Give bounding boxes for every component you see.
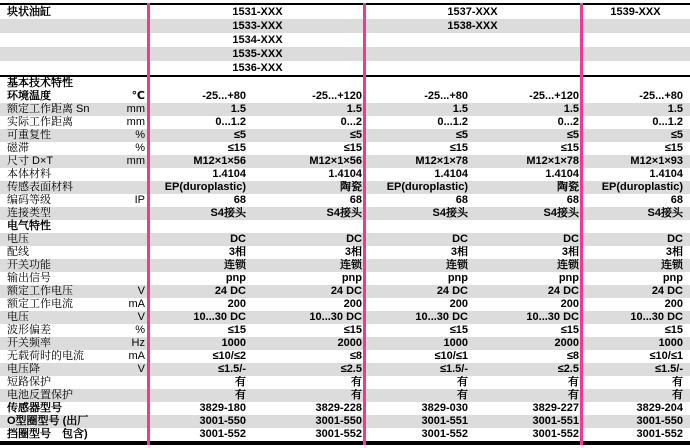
- spec-value: 24 DC: [436, 285, 468, 297]
- row-label: 短路保护: [7, 376, 51, 388]
- spec-value: 68: [233, 194, 246, 206]
- spec-value: ≤15: [449, 142, 468, 154]
- row-unit: %: [135, 142, 145, 154]
- spec-value: 10...30 DC: [526, 311, 579, 323]
- spec-value: ≤15: [560, 142, 579, 154]
- spec-value: 3相: [228, 246, 246, 258]
- spec-value: 68: [566, 194, 579, 206]
- row-label: 电池反置保护: [7, 389, 73, 401]
- model-header-rows: [0, 5, 690, 75]
- spec-row: [0, 272, 690, 285]
- row-unit: mA: [128, 298, 145, 310]
- spec-row: [0, 116, 690, 129]
- spec-value: 1000: [658, 337, 683, 349]
- spec-value: M12×1×78: [526, 155, 579, 167]
- row-unit: ℃: [131, 90, 145, 102]
- spec-value: 200: [343, 298, 362, 310]
- row-label-cell: [0, 103, 151, 116]
- spec-value: ≤5: [455, 129, 468, 141]
- spec-value: ≤1.5/-: [654, 363, 683, 375]
- row-label-cell: [0, 350, 151, 363]
- spec-value: 0...1.2: [215, 116, 246, 128]
- spec-row: [0, 142, 690, 155]
- spec-value: 3001-550: [315, 415, 362, 427]
- spec-value: 3相: [665, 246, 683, 258]
- spec-value: 连锁: [661, 259, 683, 271]
- spec-row: [0, 194, 690, 207]
- spec-value: ≤5: [349, 129, 362, 141]
- spec-value: 有: [672, 389, 683, 401]
- spec-value: -25...+120: [529, 90, 579, 102]
- spec-value: ≤10/≤2: [212, 350, 246, 362]
- row-unit: %: [135, 324, 145, 336]
- spec-value: 2000: [554, 337, 579, 349]
- spec-value: 0...1.2: [652, 116, 683, 128]
- row-unit: mA: [128, 350, 145, 362]
- row-label-cell: [0, 142, 151, 155]
- row-label: 尺寸 D×T: [7, 155, 54, 167]
- spec-value: 3001-550: [636, 415, 683, 427]
- spec-value: 3001-550: [199, 415, 246, 427]
- spec-row: [0, 324, 690, 337]
- spec-row: [0, 350, 690, 363]
- pink-divider-3: [580, 3, 583, 445]
- row-label-cell: [0, 194, 151, 207]
- table-title: 块状油缸: [7, 6, 51, 18]
- row-unit: mm: [126, 116, 145, 128]
- spec-value: EP(duroplastic): [386, 181, 468, 193]
- spec-row: [0, 311, 690, 324]
- spec-value: 3001-552: [199, 428, 246, 440]
- model-number: 1533-XXX: [232, 20, 283, 32]
- spec-row: [0, 129, 690, 142]
- row-label: 电压: [7, 311, 29, 323]
- row-label-cell: [0, 311, 151, 324]
- spec-value: 3相: [344, 246, 362, 258]
- spec-value: 200: [560, 298, 579, 310]
- spec-value: 1.4104: [434, 168, 468, 180]
- row-label: 输出信号: [7, 272, 51, 284]
- row-label: 电压降: [7, 363, 40, 375]
- pink-divider-1: [147, 3, 150, 445]
- row-label: 无载荷时的电流: [7, 350, 84, 362]
- spec-row: [0, 298, 690, 311]
- spec-row: [0, 246, 690, 259]
- spec-value: M12×1×56: [309, 155, 362, 167]
- spec-value: pnp: [558, 272, 579, 284]
- spec-value: DC: [230, 233, 246, 245]
- spec-value: DC: [346, 233, 362, 245]
- spec-value: 3001-552: [636, 428, 683, 440]
- row-unit: Hz: [131, 337, 145, 349]
- spec-value: 3相: [561, 246, 579, 258]
- spec-value: ≤2.5: [557, 363, 579, 375]
- spec-value: 3829-204: [636, 402, 683, 414]
- spec-value: 连锁: [446, 259, 468, 271]
- spec-value: 3001-551: [421, 415, 468, 427]
- row-label-cell: [0, 259, 151, 272]
- model-number: 1534-XXX: [232, 34, 283, 46]
- spec-value: 0...1.2: [437, 116, 468, 128]
- model-header-row: [0, 33, 690, 47]
- row-label: 波形偏差: [7, 324, 51, 336]
- spec-value: 68: [455, 194, 468, 206]
- spec-value: 0...2: [340, 116, 362, 128]
- row-label-cell: [0, 415, 151, 428]
- spec-value: 200: [227, 298, 246, 310]
- section-title: 电气特性: [7, 220, 51, 232]
- model-number: 1538-XXX: [447, 20, 498, 32]
- section-header-row: [0, 77, 690, 90]
- spec-value: ≤15: [560, 324, 579, 336]
- spec-table: [0, 3, 690, 445]
- row-label: 环境温度: [7, 90, 51, 102]
- model-header-row: [0, 47, 690, 61]
- spec-value: ≤8: [349, 350, 362, 362]
- spec-value: 有: [235, 389, 246, 401]
- section-title: 基本技术特性: [7, 77, 73, 89]
- header-label-cell: [0, 5, 151, 19]
- spec-value: ≤15: [227, 324, 246, 336]
- spec-value: 有: [457, 376, 468, 388]
- row-label: 传感器型号: [7, 402, 62, 414]
- row-label: 配线: [7, 246, 29, 258]
- spec-value: 3001-552: [532, 428, 579, 440]
- model-header-row: [0, 61, 690, 75]
- spec-value: 200: [664, 298, 683, 310]
- spec-row: [0, 376, 690, 389]
- row-label-cell: [0, 116, 151, 129]
- row-label-cell: [0, 168, 151, 181]
- spec-value: M12×1×78: [415, 155, 468, 167]
- spec-value: -25...+80: [639, 90, 683, 102]
- spec-row: [0, 259, 690, 272]
- spec-value: 10...30 DC: [193, 311, 246, 323]
- spec-value: EP(duroplastic): [601, 181, 683, 193]
- row-label-cell: [0, 233, 151, 246]
- spec-value: 1.5: [230, 103, 246, 115]
- spec-value: 陶瓷: [340, 181, 362, 193]
- spec-value: pnp: [662, 272, 683, 284]
- spec-value: 3001-551: [532, 415, 579, 427]
- model-number: 1535-XXX: [232, 48, 283, 60]
- spec-value: M12×1×56: [193, 155, 246, 167]
- pink-divider-2: [363, 3, 366, 445]
- row-label: 挡圈型号 包含): [7, 428, 88, 440]
- row-unit: V: [137, 311, 145, 323]
- row-label-cell: [0, 181, 151, 194]
- row-label: 额定工作电流: [7, 298, 73, 310]
- model-number: 1531-XXX: [232, 6, 283, 18]
- spec-value: 3001-552: [315, 428, 362, 440]
- row-label-cell: [0, 246, 151, 259]
- spec-value: 68: [670, 194, 683, 206]
- row-label: 传感表面材料: [7, 181, 73, 193]
- spec-value: S4接头: [543, 207, 579, 219]
- row-label: O型圈型号 (出厂: [7, 415, 89, 427]
- spec-value: 10...30 DC: [630, 311, 683, 323]
- spec-value: 24 DC: [547, 285, 579, 297]
- row-label: 可重复性: [7, 129, 51, 141]
- spec-row: [0, 415, 690, 428]
- spec-row: [0, 90, 690, 103]
- spec-value: 1000: [221, 337, 246, 349]
- spec-value: 3829-180: [199, 402, 246, 414]
- row-label: 开关频率: [7, 337, 51, 349]
- spec-value: 连锁: [557, 259, 579, 271]
- spec-value: 有: [351, 376, 362, 388]
- spec-value: -25...+120: [312, 90, 362, 102]
- spec-value: 1.5: [346, 103, 362, 115]
- spec-value: 有: [235, 376, 246, 388]
- spec-value: -25...+80: [202, 90, 246, 102]
- spec-value: ≤15: [664, 142, 683, 154]
- spec-value: 3829-227: [532, 402, 579, 414]
- table-bottom-rule: [0, 441, 690, 445]
- section-header-row: [0, 220, 690, 233]
- spec-value: 10...30 DC: [309, 311, 362, 323]
- row-label-cell: [0, 155, 151, 168]
- spec-value: ≤5: [566, 129, 579, 141]
- row-label-cell: [0, 389, 151, 402]
- row-label-cell: [0, 285, 151, 298]
- row-label-cell: [0, 272, 151, 285]
- spec-value: 有: [351, 389, 362, 401]
- spec-row: [0, 337, 690, 350]
- row-label: 电压: [7, 233, 29, 245]
- spec-value: 24 DC: [651, 285, 683, 297]
- model-number: 1536-XXX: [232, 62, 283, 74]
- row-label: 磁滞: [7, 142, 29, 154]
- spec-value: 24 DC: [214, 285, 246, 297]
- spec-value: 1.5: [563, 103, 579, 115]
- row-label: 编码等级: [7, 194, 51, 206]
- spec-value: 3829-228: [315, 402, 362, 414]
- row-label-cell: [0, 402, 151, 415]
- spec-value: 0...2: [557, 116, 579, 128]
- spec-value: DC: [563, 233, 579, 245]
- spec-row: [0, 402, 690, 415]
- spec-value: ≤10/≤1: [434, 350, 468, 362]
- spec-value: 3001-552: [421, 428, 468, 440]
- spec-value: ≤15: [343, 324, 362, 336]
- spec-value: ≤15: [227, 142, 246, 154]
- row-label: 开关功能: [7, 259, 51, 271]
- row-unit: V: [137, 363, 145, 375]
- spec-value: 连锁: [224, 259, 246, 271]
- spec-value: 有: [672, 376, 683, 388]
- row-label: 连接类型: [7, 207, 51, 219]
- row-label: 实际工作距离: [7, 116, 73, 128]
- spec-value: ≤15: [343, 142, 362, 154]
- model-header-row: [0, 19, 690, 33]
- spec-row: [0, 168, 690, 181]
- row-unit: IP: [134, 194, 145, 206]
- spec-value: ≤2.5: [340, 363, 362, 375]
- spec-value: DC: [452, 233, 468, 245]
- spec-value: 3829-030: [421, 402, 468, 414]
- row-label-cell: [0, 376, 151, 389]
- row-label-cell: [0, 363, 151, 376]
- spec-value: 有: [568, 389, 579, 401]
- spec-value: EP(duroplastic): [164, 181, 246, 193]
- row-label-cell: [0, 129, 151, 142]
- spec-value: 陶瓷: [557, 181, 579, 193]
- spec-value: 24 DC: [330, 285, 362, 297]
- spec-value: 连锁: [340, 259, 362, 271]
- spec-value: ≤1.5/-: [439, 363, 468, 375]
- spec-row: [0, 285, 690, 298]
- row-label-cell: [0, 428, 151, 441]
- spec-value: M12×1×93: [630, 155, 683, 167]
- spec-value: 1000: [443, 337, 468, 349]
- row-unit: %: [135, 129, 145, 141]
- spec-row: [0, 389, 690, 402]
- spec-value: ≤5: [233, 129, 246, 141]
- spec-row: [0, 155, 690, 168]
- spec-value: ≤10/≤1: [649, 350, 683, 362]
- spec-value: 有: [457, 389, 468, 401]
- row-label-cell: [0, 298, 151, 311]
- spec-value: 10...30 DC: [415, 311, 468, 323]
- row-label-cell: [0, 324, 151, 337]
- spec-row: [0, 181, 690, 194]
- spec-value: ≤5: [670, 129, 683, 141]
- row-label: 额定工作电压: [7, 285, 73, 297]
- row-label-cell: [0, 90, 151, 103]
- spec-value: 1.4104: [212, 168, 246, 180]
- row-label-cell: [0, 337, 151, 350]
- spec-value: 1.5: [452, 103, 468, 115]
- spec-row: [0, 207, 690, 220]
- spec-value: 1.5: [667, 103, 683, 115]
- spec-value: ≤15: [449, 324, 468, 336]
- spec-value: DC: [667, 233, 683, 245]
- spec-value: 有: [568, 376, 579, 388]
- row-label: 本体材料: [7, 168, 51, 180]
- spec-row: [0, 428, 690, 441]
- model-number: 1539-XXX: [610, 6, 661, 18]
- spec-value: pnp: [447, 272, 468, 284]
- spec-value: 1.4104: [545, 168, 579, 180]
- spec-row: [0, 103, 690, 116]
- spec-value: 200: [449, 298, 468, 310]
- row-unit: mm: [126, 155, 145, 167]
- row-label: 额定工作距离 Sn: [7, 103, 90, 115]
- model-number: 1537-XXX: [447, 6, 498, 18]
- spec-value: 2000: [337, 337, 362, 349]
- spec-value: ≤1.5/-: [217, 363, 246, 375]
- spec-value: S4接头: [210, 207, 246, 219]
- spec-row: [0, 363, 690, 376]
- spec-value: pnp: [225, 272, 246, 284]
- model-header-row: [0, 5, 690, 19]
- spec-value: 1.4104: [328, 168, 362, 180]
- spec-value: pnp: [341, 272, 362, 284]
- table-body-rows: [0, 77, 690, 441]
- spec-value: ≤8: [566, 350, 579, 362]
- spec-value: S4接头: [647, 207, 683, 219]
- spec-value: ≤15: [664, 324, 683, 336]
- spec-row: [0, 233, 690, 246]
- row-unit: V: [137, 285, 145, 297]
- spec-value: 68: [349, 194, 362, 206]
- spec-value: -25...+80: [424, 90, 468, 102]
- row-label-cell: [0, 207, 151, 220]
- spec-value: 3相: [450, 246, 468, 258]
- spec-value: S4接头: [326, 207, 362, 219]
- row-unit: mm: [126, 103, 145, 115]
- spec-value: S4接头: [432, 207, 468, 219]
- spec-value: 1.4104: [649, 168, 683, 180]
